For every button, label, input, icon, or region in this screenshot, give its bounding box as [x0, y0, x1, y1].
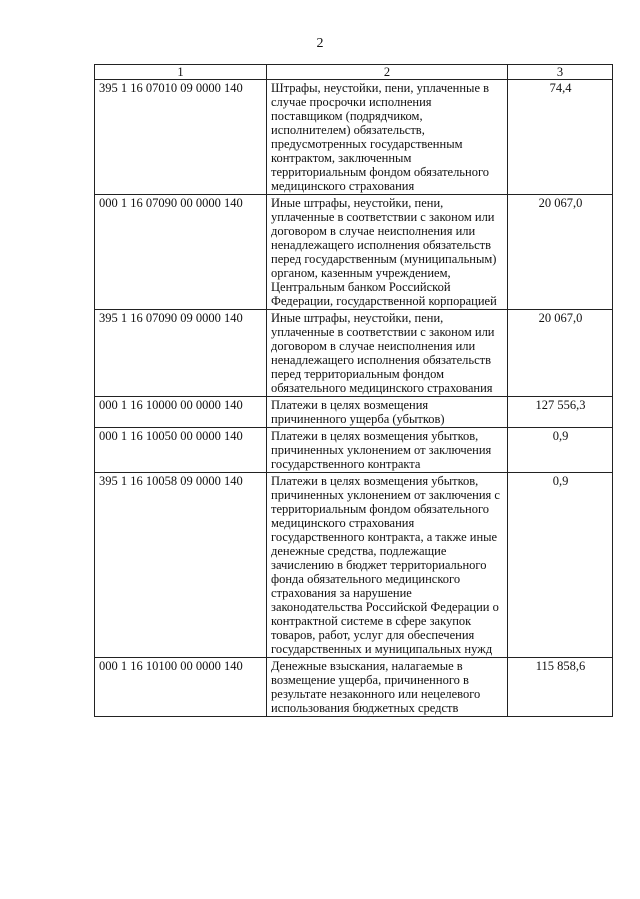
budget-code-cell: 000 1 16 07090 00 0000 140	[95, 195, 267, 310]
header-row	[95, 65, 613, 80]
amount-cell: 127 556,3	[508, 397, 613, 428]
revenue-name-cell: Платежи в целях возмещения причиненного ущерба (убытков)	[267, 397, 508, 428]
amount-cell: 20 067,0	[508, 195, 613, 310]
table-row	[95, 658, 613, 717]
budget-code-cell: 000 1 16 10000 00 0000 140	[95, 397, 267, 428]
amount-cell: 0,9	[508, 473, 613, 658]
budget-code-cell: 395 1 16 10058 09 0000 140	[95, 473, 267, 658]
revenue-name-cell: Платежи в целях возмещения убытков, причиненных уклонением от заключения государственного контракта	[267, 428, 508, 473]
amount-cell: 115 858,6	[508, 658, 613, 717]
table-row	[95, 473, 613, 658]
revenue-name-cell: Иные штрафы, неустойки, пени, уплаченные в соответствии с законом или договором в случае неисполнения или ненадлежащего исполнения обязательств перед территориальным фондом обязательного медицинского страхования	[267, 310, 508, 397]
table-row	[95, 397, 613, 428]
table-row	[95, 428, 613, 473]
revenue-name-cell: Денежные взыскания, налагаемые в возмещение ущерба, причиненного в результате незаконного или нецелевого использования бюджетных средств	[267, 658, 508, 717]
revenue-name-cell: Иные штрафы, неустойки, пени, уплаченные в соответствии с законом или договором в случае неисполнения или ненадлежащего исполнения обязательств перед государственным (муниципальным) органом, казенным учреждением, Центральным банком Российской Федерации, государственной корпорацией	[267, 195, 508, 310]
revenue-table	[94, 64, 613, 717]
budget-code-cell: 395 1 16 07010 09 0000 140	[95, 80, 267, 195]
table-row	[95, 195, 613, 310]
table-row	[95, 80, 613, 195]
budget-code-cell: 395 1 16 07090 09 0000 140	[95, 310, 267, 397]
column-header-1: 1	[95, 65, 267, 80]
column-header-2: 2	[267, 65, 508, 80]
column-header-3: 3	[508, 65, 613, 80]
budget-code-cell: 000 1 16 10100 00 0000 140	[95, 658, 267, 717]
revenue-name-cell: Платежи в целях возмещения убытков, причиненных уклонением от заключения с территориальным фондом обязательного медицинского страхования государственного контракта, а также иные денежные средства, подлежащие зачислению в бюджет территориального фонда обязательного медицинского страхования за нарушение законодательства Российской Федерации о контрактной системе в сфере закупок товаров, работ, услуг для обеспечения государственных и муниципальных нужд	[267, 473, 508, 658]
amount-cell: 0,9	[508, 428, 613, 473]
budget-code-cell: 000 1 16 10050 00 0000 140	[95, 428, 267, 473]
revenue-name-cell: Штрафы, неустойки, пени, уплаченные в случае просрочки исполнения поставщиком (подрядчиком, исполнителем) обязательств, предусмотренных государственным контрактом, заключенным территориальным фондом обязательного медицинского страхования	[267, 80, 508, 195]
amount-cell: 20 067,0	[508, 310, 613, 397]
table-row	[95, 310, 613, 397]
amount-cell: 74,4	[508, 80, 613, 195]
page-number: 2	[316, 36, 324, 51]
